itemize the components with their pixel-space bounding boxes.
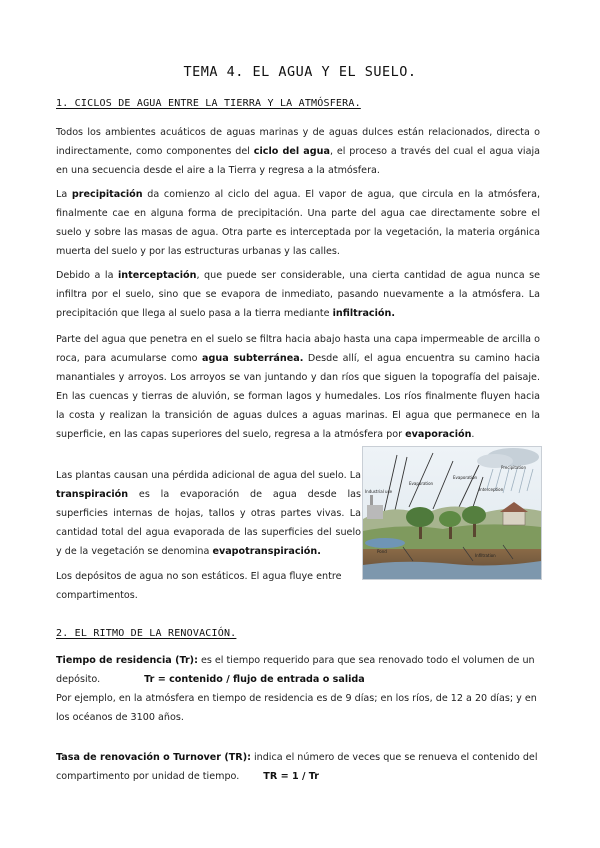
paragraph-interception: Debido a la interceptación, que puede ser considerable, una cierta cantidad de agua nunca se infiltra por el suelo, sino que se evapora de inmediato, pasando nuevamente a la atmósfera. La precipitación que llega al suelo pasa a la tierra mediante infiltración.: [56, 270, 540, 319]
label-industrial-use: Industrial use: [365, 489, 393, 494]
label-pond: Pond: [377, 549, 387, 554]
formula-turnover: TR = 1 / Tr: [263, 771, 320, 782]
paragraph-transpiration: Las plantas causan una pérdida adicional de agua del suelo. La transpiración es la evaporación de agua desde las superficies internas de hojas, tallos y otras partes vivas. La cantidad total del agua evaporada de las superficies del suelo y de la vegetación se denomina evapotranspiración.: [56, 470, 361, 557]
section-2-heading: 2. EL RITMO DE LA RENOVACIÓN.: [56, 628, 237, 639]
paragraph-turnover: Tasa de renovación o Turnover (TR): indica el número de veces que se renueva el contenido del compartimento por unidad de tiempo. TR = 1 / Tr: [56, 752, 538, 782]
formula-residence-time: Tr = contenido / flujo de entrada o salida: [144, 674, 365, 685]
document-title: TEMA 4. EL AGUA Y EL SUELO.: [183, 64, 417, 80]
label-evaporation-left: Evaporation: [409, 481, 434, 486]
label-evaporation-right: Evaporation: [453, 475, 478, 480]
term-water-cycle: ciclo del agua: [253, 146, 330, 157]
label-interception: Interception: [479, 487, 504, 492]
term-evaporation: evaporación: [405, 429, 472, 440]
label-precipitation: Precipitation: [501, 465, 527, 470]
paragraph-compartments: Los depósitos de agua no son estáticos. El agua fluye entre compartimentos.: [56, 571, 342, 601]
term-groundwater: agua subterránea.: [202, 353, 304, 364]
water-cycle-drawing: [363, 447, 541, 579]
term-transpiration: transpiración: [56, 489, 129, 500]
term-turnover: Tasa de renovación o Turnover (TR):: [56, 752, 251, 763]
paragraph-precipitation: La precipitación da comienzo al ciclo del agua. El vapor de agua, que circula en la atmósfera, finalmente cae en alguna forma de precipitación. Una parte del agua cae directamente sobre el suelo y sobre las masas de agua. Otra parte es interceptada por la vegetación, la materia orgánica muerta del suelo y por las estructuras urbanas y las calles.: [56, 189, 540, 257]
term-residence-time: Tiempo de residencia (Tr):: [56, 655, 198, 666]
term-precipitation: precipitación: [71, 189, 143, 200]
term-evapotranspiration: evapotranspiración.: [212, 546, 321, 557]
paragraph-groundwater: Parte del agua que penetra en el suelo se filtra hacia abajo hasta una capa impermeable de arcilla o roca, para acumularse como agua subterránea. Desde allí, el agua encuentra su camino hacia manantiales y arroyos. Los arroyos se van juntando y dan ríos que siguen la topografía del paisaje. En las cuencas y tierras de aluvión, se forman lagos y humedales. Los ríos finalmente fluyen hacia la costa y realizan la transición de aguas dulces a aguas marinas. El agua que permanece en la superficie, en las capas superiores del suelo, regresa a la atmósfera por evaporación.: [56, 334, 540, 440]
term-infiltration: infiltración.: [332, 308, 395, 319]
water-cycle-illustration: [362, 446, 542, 580]
paragraph-residence-examples: Por ejemplo, en la atmósfera en tiempo de residencia es de 9 días; en los ríos, de 12 a 20 días; y en los océanos de 3100 años.: [56, 693, 537, 723]
section-1-heading: 1. CICLOS DE AGUA ENTRE LA TIERRA Y LA ATMÓSFERA.: [56, 98, 361, 109]
term-interception: interceptación: [117, 270, 197, 281]
paragraph-residence-time: Tiempo de residencia (Tr): es el tiempo requerido para que sea renovado todo el volumen de un depósito. Tr = contenido / flujo de entrada o salida: [56, 655, 535, 685]
label-infiltration: Infiltration: [475, 553, 496, 558]
paragraph-water-cycle: Todos los ambientes acuáticos de aguas marinas y de aguas dulces están relacionados, directa o indirectamente, como componentes del ciclo del agua, el proceso a través del cual el agua viaja en una secuencia desde el aire a la Tierra y regresa a la atmósfera.: [56, 127, 541, 176]
